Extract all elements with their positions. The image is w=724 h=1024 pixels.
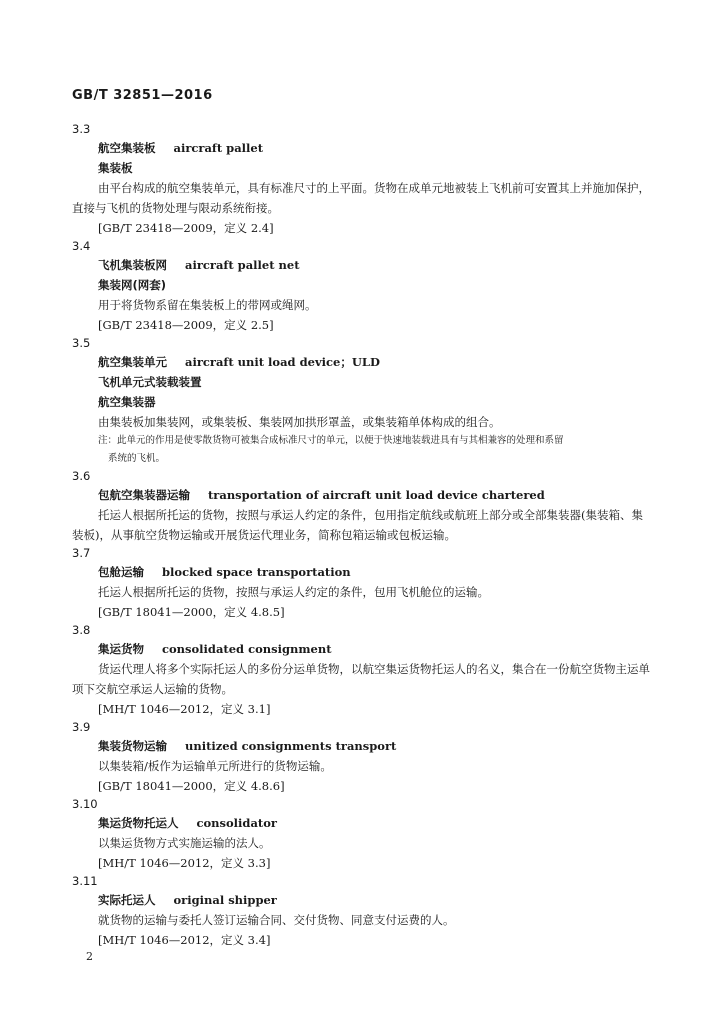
- term-zh: 集运货物: [98, 642, 144, 656]
- term-zh: 航空集装单元: [98, 355, 167, 369]
- term-en: aircraft unit load device；ULD: [185, 355, 380, 369]
- definition: 货运代理人将多个实际托运人的多份分运单货物，以航空集运货物托运人的名义，集合在一份航空货物主运单项下交航空承运人运输的货物。: [72, 662, 650, 696]
- term-zh: 飞机集装板网: [98, 258, 167, 272]
- reference: [MH/T 1046—2012，定义 3.1]: [98, 702, 271, 716]
- term-en: blocked space transportation: [162, 565, 351, 579]
- term-zh: 包舱运输: [98, 565, 144, 579]
- reference: [GB/T 18041—2000，定义 4.8.5]: [98, 605, 285, 619]
- clause-number: 3.9: [72, 720, 91, 734]
- standard-header: GB/T 32851—2016: [72, 88, 213, 103]
- clause-number: 3.8: [72, 623, 91, 637]
- term-en: consolidator: [196, 816, 277, 830]
- definition: 以集运货物方式实施运输的法人。: [98, 836, 271, 850]
- terms-list: [72, 121, 652, 950]
- term-zh: 航空集装板: [98, 141, 156, 155]
- synonym: 飞机单元式装载装置: [98, 375, 202, 389]
- term-title: [72, 352, 652, 372]
- note-line: 系统的飞机。: [108, 453, 166, 464]
- reference: [GB/T 18041—2000，定义 4.8.6]: [98, 779, 285, 793]
- synonym: 集装网(网套): [98, 278, 167, 292]
- note: [72, 432, 652, 468]
- term-entry-3-5: [72, 335, 652, 468]
- page-number: 2: [86, 950, 93, 963]
- term-title: [72, 890, 652, 910]
- reference: [MH/T 1046—2012，定义 3.4]: [98, 933, 271, 947]
- term-entry-3-3: [72, 121, 652, 238]
- term-en: original shipper: [173, 893, 277, 907]
- definition: 以集装箱/板作为运输单元所进行的货物运输。: [98, 759, 332, 773]
- definition: 由平台构成的航空集装单元，具有标准尺寸的上平面。货物在成单元地被装上飞机前可安置其上并施加保护，直接与飞机的货物处理与限动系统衔接。: [72, 181, 650, 215]
- term-entry-3-9: [72, 719, 652, 796]
- term-entry-3-6: [72, 468, 652, 545]
- term-entry-3-8: [72, 622, 652, 719]
- term-entry-3-4: [72, 238, 652, 335]
- reference: [GB/T 23418—2009，定义 2.4]: [98, 221, 274, 235]
- term-entry-3-10: [72, 796, 652, 873]
- term-zh: 包航空集装器运输: [98, 488, 190, 502]
- term-entry-3-11: [72, 873, 652, 950]
- term-title: [72, 485, 652, 505]
- clause-number: 3.10: [72, 797, 98, 811]
- clause-number: 3.3: [72, 122, 91, 136]
- term-title: [72, 255, 652, 275]
- definition: 托运人根据所托运的货物，按照与承运人约定的条件，包用飞机舱位的运输。: [98, 585, 489, 599]
- term-title: [72, 813, 652, 833]
- definition: 用于将货物系留在集装板上的带网或绳网。: [98, 298, 317, 312]
- clause-number: 3.5: [72, 336, 91, 350]
- term-zh: 实际托运人: [98, 893, 156, 907]
- definition: 托运人根据所托运的货物，按照与承运人约定的条件，包用指定航线或航班上部分或全部集装器(集装箱、集装板)，从事航空货物运输或开展货运代理业务，简称包箱运输或包板运输。: [72, 508, 643, 542]
- clause-number: 3.6: [72, 469, 91, 483]
- term-title: [72, 138, 652, 158]
- reference: [GB/T 23418—2009，定义 2.5]: [98, 318, 274, 332]
- definition: 由集装板加集装网，或集装板、集装网加拱形罩盖，或集装箱单体构成的组合。: [98, 415, 501, 429]
- reference: [MH/T 1046—2012，定义 3.3]: [98, 856, 271, 870]
- term-en: consolidated consignment: [162, 642, 332, 656]
- term-en: aircraft pallet: [173, 141, 264, 155]
- term-title: [72, 639, 652, 659]
- clause-number: 3.4: [72, 239, 91, 253]
- synonym: 集装板: [98, 161, 133, 175]
- clause-number: 3.7: [72, 546, 91, 560]
- term-title: [72, 562, 652, 582]
- term-zh: 集运货物托运人: [98, 816, 179, 830]
- term-en: transportation of aircraft unit load device chartered: [208, 488, 545, 502]
- term-entry-3-7: [72, 545, 652, 622]
- term-en: aircraft pallet net: [185, 258, 300, 272]
- definition: 就货物的运输与委托人签订运输合同、交付货物、同意支付运费的人。: [98, 913, 455, 927]
- term-en: unitized consignments transport: [185, 739, 397, 753]
- term-title: [72, 736, 652, 756]
- synonym: 航空集装器: [98, 395, 156, 409]
- term-zh: 集装货物运输: [98, 739, 167, 753]
- note-line: 注：此单元的作用是使零散货物可被集合成标准尺寸的单元，以便于快速地装载进具有与其相兼容的处理和系留: [98, 435, 564, 446]
- clause-number: 3.11: [72, 874, 98, 888]
